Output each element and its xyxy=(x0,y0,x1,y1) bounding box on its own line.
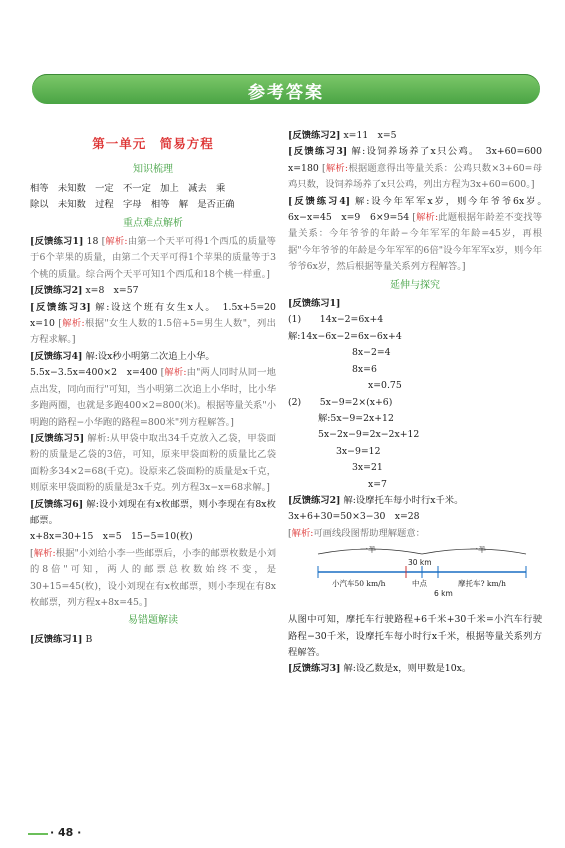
section-common-mistakes: 易错题解读 xyxy=(128,615,178,627)
answer-6: [反馈练习6] 解:设小刘现在有x枚邮票，则小李现在有8x枚邮票。 x+8x=30+15 x=5 15−5=10(枚) [解析:根据"小刘给小李一些邮票后，小李的邮票枚数是小刘的8倍"可知，两人的邮票总枚数始终不变，是30+15=45(枚)，设小刘现在有x枚邮票，则小李现在有8x枚邮票，列方程x+8x=45。] xyxy=(30,498,276,608)
left-column xyxy=(30,128,286,648)
answer-note: 根据题意得出等量关系：公鸡只数×3+60=母鸡只数，设饲养场养了x只公鸡，列出方程为3x+60=600。] xyxy=(288,162,542,191)
terms-line-2: 除以 未知数 过程 字母 相等 解 是否正确 xyxy=(30,199,235,211)
answer-note: 解析:从甲袋中取出34千克放入乙袋，甲袋面粉的质量是乙袋的3倍，可知，原来甲袋面粉的质量比乙袋面粉多34×2=68(千克)。设原来乙袋面粉的质量是x千克，则原来甲袋面粉的质量是3x千克。列方程3x−x=68求解。] xyxy=(30,432,276,494)
answer-3: [反馈练习3] 解:设这个班有女生x人。 1.5x+5=20 x=10 [解析:根据"女生人数的1.5倍+5=男生人数"，列出方程求解。] xyxy=(30,301,286,346)
equation-line: 8x=6 xyxy=(352,363,377,375)
right-column xyxy=(288,128,552,678)
answer-5 xyxy=(30,431,276,497)
answer-r1 xyxy=(288,128,542,144)
unit-title: 第一单元 简易方程 xyxy=(92,136,214,151)
answer-equation: 3x+6+30=50×3−30 x=28 xyxy=(288,511,420,523)
answer-note: 由"两人同时从同一地点出发，同向而行"可知，当小明第二次追上小华时，比小华多跑两圈，也就是多跑400×2=800(米)。根据等量关系"小明跑的路程−小华跑的路程=800米"列方程解答。] xyxy=(30,367,276,428)
answer-tag: [反馈练习3] xyxy=(288,146,348,158)
diagram-explanation: 从图中可知，摩托车行驶路程+6千米+30千米=小汽车行驶路程−30千米，设摩托车每小时行x千米，根据等量关系列方程解答。 xyxy=(288,614,542,658)
answer-tag: [反馈练习3] xyxy=(288,663,341,675)
answer-tag: [反馈练习3] xyxy=(30,301,91,313)
section-key-points: 重点难点解析 xyxy=(123,217,183,229)
note-keyword: 解析: xyxy=(415,212,439,224)
answer-tag: [反馈练习4] xyxy=(288,195,351,207)
equation-line: 解:14x−6x−2=6x−6x+4 xyxy=(288,330,402,342)
answer-text: x=11 x=5 xyxy=(343,130,397,141)
answer-text: 解:设x秒小明第二次追上小华。 xyxy=(85,350,215,362)
answer-r7 xyxy=(288,661,542,677)
answer-text: 解:设饲养场养了x只公鸡。 3x+60=600 x=180 xyxy=(288,146,552,174)
page-number: · 48 · xyxy=(50,826,82,839)
section-knowledge: 知识梳理 xyxy=(133,164,173,176)
answer-tag: [反馈练习1] xyxy=(288,298,341,310)
car-label: 小汽车50 km/h xyxy=(332,579,386,589)
equation-line: 3x−9=12 xyxy=(336,445,381,457)
motorcycle-label: 摩托车? km/h xyxy=(458,579,506,589)
answer-note: 根据"女生人数的1.5倍+5=男生人数"，列出方程求解。] xyxy=(30,318,276,346)
distance-30km: 30 km xyxy=(408,558,432,568)
answer-tag: [反馈练习2] xyxy=(288,494,341,506)
answer-1: [反馈练习1] 18 [解析:由第一个天平可得1个西瓜的质量等于6个苹果的质量，由第二个天平可得1个苹果的质量等于3个桃的质量。综合两个天平可知1个西瓜和18个桃一样重。] xyxy=(30,236,276,280)
equation-line: (1) 14x−2=6x+4 xyxy=(288,314,384,326)
answer-tag: [反馈练习2] xyxy=(30,285,83,297)
answer-text: 解:设小刘现在有x枚邮票，则小李现在有8x枚邮票。 xyxy=(30,498,276,526)
note-keyword: 解析: xyxy=(164,367,187,379)
distance-6km: 6 km xyxy=(434,589,453,599)
answer-tag: [反馈练习5] xyxy=(30,432,85,444)
equation-line: x=7 xyxy=(368,478,387,490)
equation-line: 解:5x−9=2x+12 xyxy=(318,412,394,424)
answer-text: 解:设今年军军x岁，则今年爷爷6x岁。 6x−x=45 x=9 6×9=54 xyxy=(288,195,552,224)
answer-text: x=8 x=57 xyxy=(85,285,139,297)
segment-svg xyxy=(288,546,542,606)
answer-4: [反馈练习4] 解:设x秒小明第二次追上小华。 5.5x−3.5x=400×2 x=400 [解析:由"两人同时从同一地点出发，同向而行"可知，当小明第二次追上小华时，比小华多跑两圈，也就是多跑400×2=800(米)。根据等量关系"小明跑的路程−小华跑的路程=800米"列方程解答。] xyxy=(30,350,276,428)
answer-text: 解:设这个班有女生x人。 1.5x+5=20 x=10 xyxy=(30,301,286,330)
answer-tag: [反馈练习4] xyxy=(30,350,83,362)
answer-tag: [反馈练习1] xyxy=(30,633,83,645)
answer-tag: [反馈练习2] xyxy=(288,130,341,141)
note-keyword: 解析: xyxy=(105,236,128,248)
note-keyword: 解析: xyxy=(61,318,85,330)
equation-line: 8x−2=4 xyxy=(352,347,391,359)
answer-r2: [反馈练习3] 解:设饲养场养了x只公鸡。 3x+60=600 x=180 [解析:根据题意得出等量关系：公鸡只数×3+60=母鸡只数，设饲养场养了x只公鸡，列出方程为3x+60=600。] xyxy=(288,146,552,191)
answer-equation: x+8x=30+15 x=5 15−5=10(枚) xyxy=(30,531,193,543)
page-number-decoration xyxy=(28,833,48,835)
answer-text: 解:设摩托车每小时行x千米。 xyxy=(343,494,464,506)
answer-r5: [反馈练习2] 解:设摩托车每小时行x千米。 3x+6+30=50×3−30 x=28 [解析:可画线段图帮助理解题意： xyxy=(288,494,464,539)
equation-line: (2) 5x−9=2×(x+6) xyxy=(288,396,393,408)
note-keyword: 解析: xyxy=(325,162,349,174)
answer-7 xyxy=(30,632,276,648)
note-keyword: 解析: xyxy=(33,547,56,559)
equation-line: 5x−2x−9=2x−2x+12 xyxy=(318,429,420,441)
half-left-label: 一半 xyxy=(360,546,376,555)
answer-r4 xyxy=(288,296,542,312)
line-segment-diagram xyxy=(288,546,542,606)
answer-r3: [反馈练习4] 解:设今年军军x岁，则今年爷爷6x岁。 6x−x=45 x=9 6×9=54 [解析:此题根据年龄差不变找等量关系：今年爷爷的年龄−今年军军的年龄=45岁，再根据"今年爷爷的年龄是今年军军的6倍"设今年军军x岁，则今年爷爷6x岁，然后根据等量关系列方程解答。] xyxy=(288,195,552,273)
answer-text: B xyxy=(85,633,93,645)
answer-tag: [反馈练习6] xyxy=(30,498,84,510)
answer-banner xyxy=(32,74,540,104)
note-keyword: 解析: xyxy=(291,527,314,539)
half-right-label: 一半 xyxy=(470,546,486,555)
midpoint-label: 中点 xyxy=(412,579,427,589)
answer-note: 由第一个天平可得1个西瓜的质量等于6个苹果的质量，由第二个天平可得1个苹果的质量等于3个桃的质量。综合两个天平可知1个西瓜和18个桃一样重。] xyxy=(30,236,276,280)
answer-equation: 5.5x−3.5x=400×2 x=400 xyxy=(30,367,158,379)
answer-note: 此题根据年龄差不变找等量关系：今年爷爷的年龄−今年军军的年龄=45岁，再根据"今年爷爷的年龄是今年军军的6倍"设今年军军x岁，则今年爷爷6x岁，然后根据等量关系列方程解答。] xyxy=(288,212,542,273)
equation-line: 3x=21 xyxy=(352,462,383,474)
answer-tag: [反馈练习1] xyxy=(30,236,84,248)
answer-note: 根据"小刘给小李一些邮票后，小李的邮票枚数是小刘的8倍"可知，两人的邮票总枚数始终不变，是30+15=45(枚)，设小刘现在有x枚邮票，则小李现在有8x枚邮票，列方程x+8x=45。] xyxy=(30,547,276,608)
terms-line-1: 相等 未知数 一定 不一定 加上 减去 乘 xyxy=(30,182,226,194)
banner-title: 参考答案 xyxy=(248,83,324,103)
section-extension: 延伸与探究 xyxy=(390,279,440,291)
answer-note: 可画线段图帮助理解题意： xyxy=(313,527,425,539)
equation-line: x=0.75 xyxy=(368,380,402,392)
answer-2 xyxy=(30,283,276,299)
answer-text: 18 xyxy=(86,236,99,248)
answer-text: 解:设乙数是x，则甲数是10x。 xyxy=(343,663,472,675)
